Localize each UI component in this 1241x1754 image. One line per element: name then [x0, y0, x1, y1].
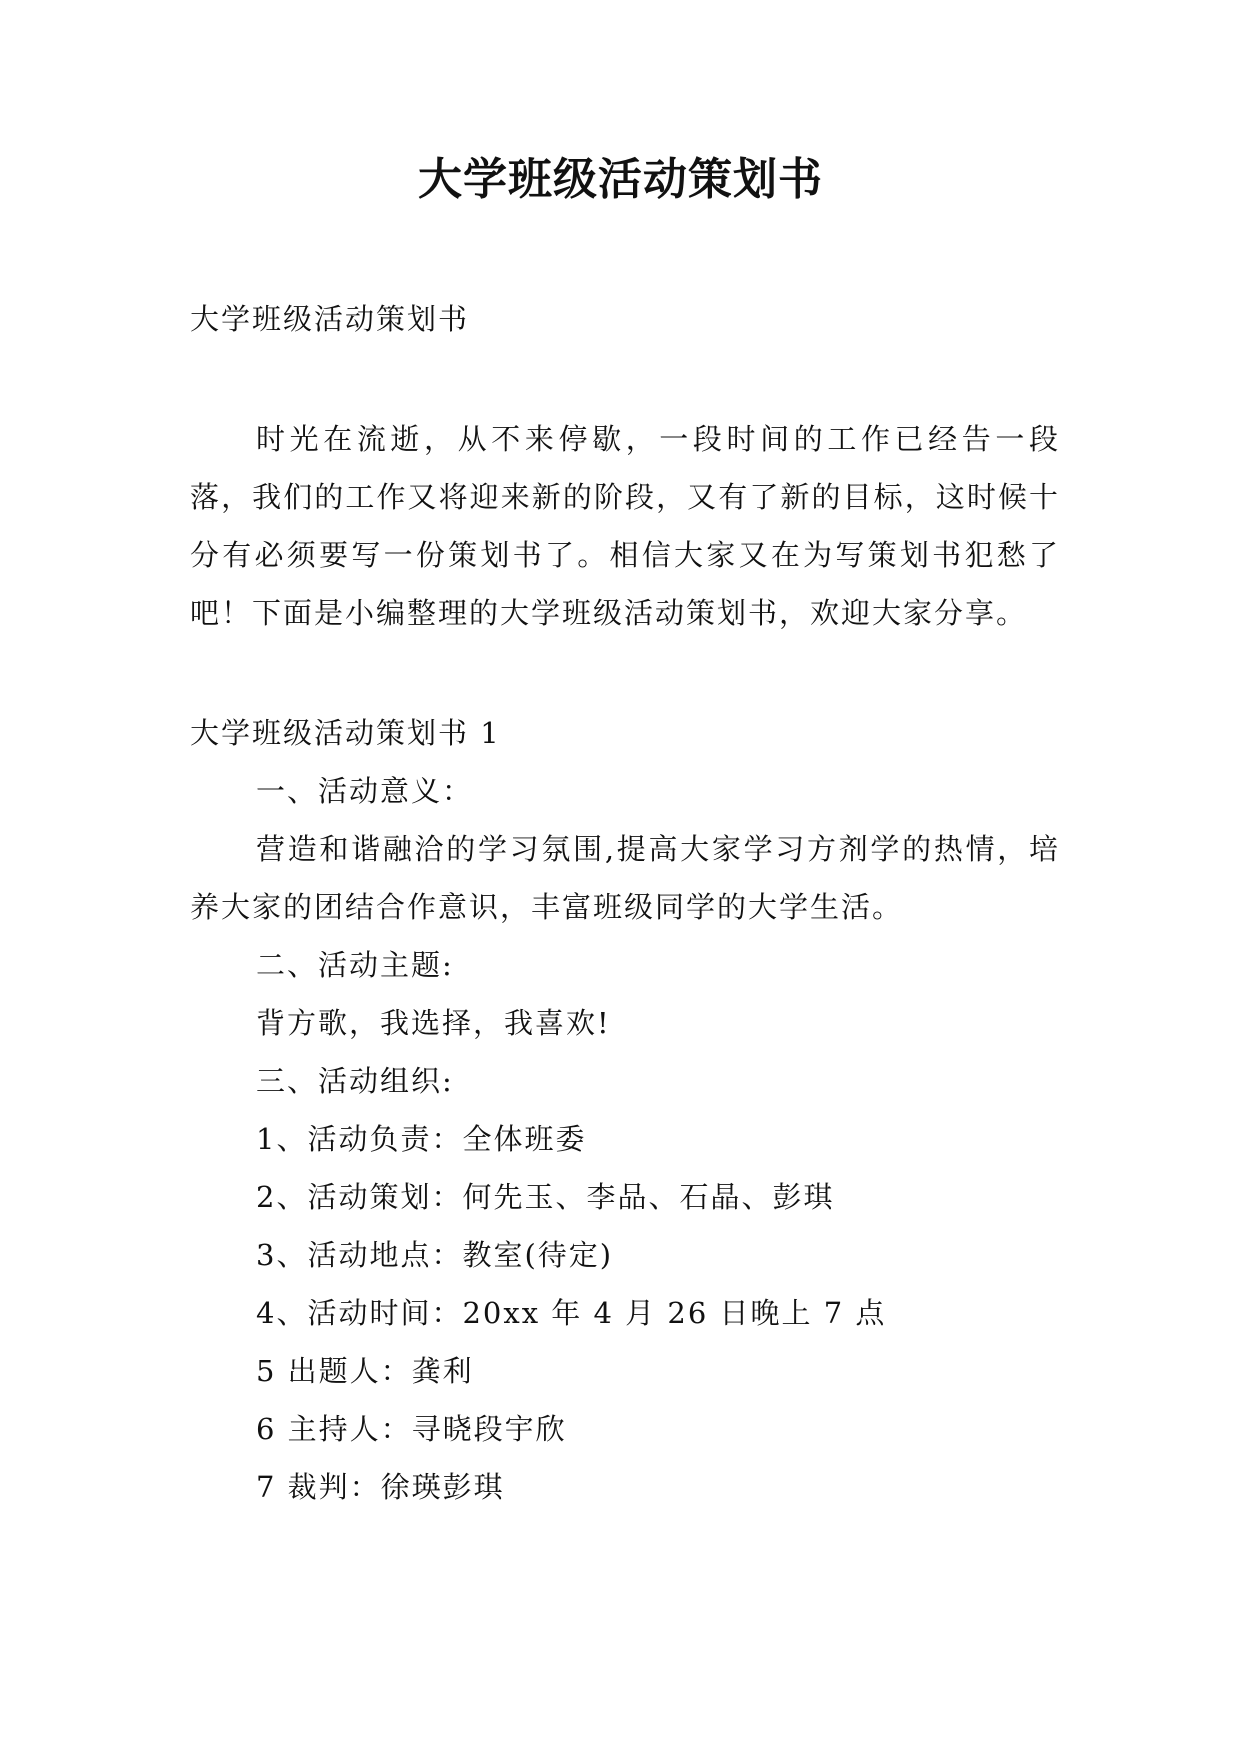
list-item: 5 出题人：龚利: [256, 1354, 474, 1388]
heading-activity-theme: 二、活动主题:: [256, 948, 454, 982]
list-item: 2、活动策划：何先玉、李品、石晶、彭琪: [256, 1180, 835, 1214]
document-subtitle: 大学班级活动策划书: [190, 302, 470, 336]
heading-activity-organization: 三、活动组织:: [256, 1064, 454, 1098]
document-body: [190, 290, 1060, 1516]
list-item: 4、活动时间：20xx 年 4 月 26 日晚上 7 点: [256, 1296, 887, 1330]
list-item: 7 裁判：徐瑛彭琪: [256, 1470, 505, 1504]
list-item: 1、活动负责：全体班委: [256, 1122, 587, 1156]
list-item: 6 主持人：寻晓段宇欣: [256, 1412, 567, 1446]
paragraph-activity-significance: 营造和谐融洽的学习氛围,提高大家学习方剂学的热情，培养大家的团结合作意识，丰富班级同学的大学生活。: [190, 832, 1060, 924]
intro-paragraph: 时光在流逝，从不来停歇，一段时间的工作已经告一段落，我们的工作又将迎来新的阶段，又有了新的目标，这时候十分有必须要写一份策划书了。相信大家又在为写策划书犯愁了吧！下面是小编整理的大学班级活动策划书，欢迎大家分享。: [190, 422, 1060, 630]
text-activity-theme: 背方歌，我选择，我喜欢!: [256, 1006, 611, 1040]
section-heading: 大学班级活动策划书 1: [190, 716, 501, 750]
heading-activity-significance: 一、活动意义：: [256, 774, 474, 808]
list-item: 3、活动地点：教室(待定): [256, 1238, 614, 1272]
document-title: 大学班级活动策划书: [418, 154, 823, 205]
